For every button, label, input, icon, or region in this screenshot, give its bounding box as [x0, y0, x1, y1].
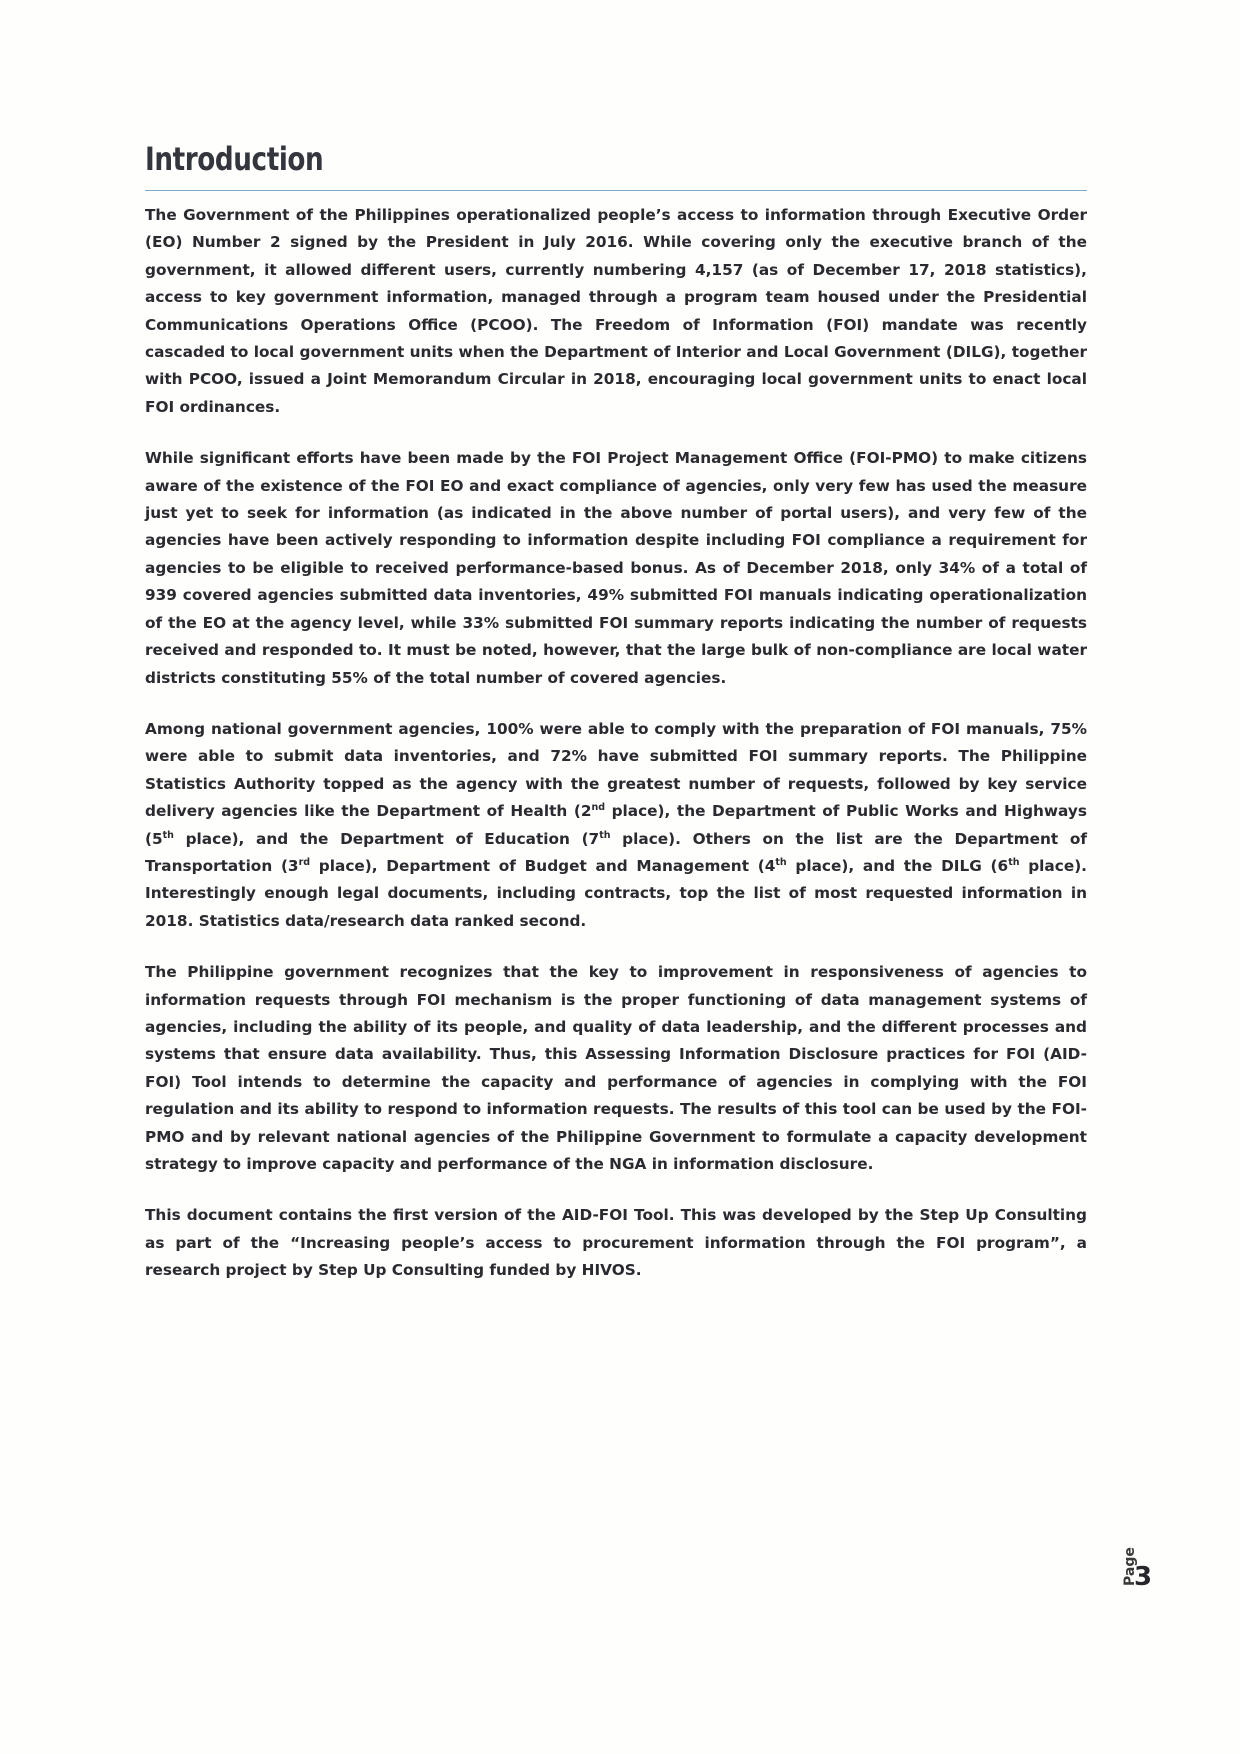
- page-number-digit: 3: [1134, 1562, 1153, 1592]
- page-label: Page: [1122, 1547, 1138, 1586]
- heading-divider: [145, 190, 1087, 191]
- paragraph-3-text: place), the Department of Public Works and Highways (5: [145, 802, 1087, 848]
- paragraph-5: This document contains the first version of the AID-FOI Tool. This was developed by the Step Up Consulting as part of the “Increasing people’s access to procurement information through the FOI program”, a research project by Step Up Consulting funded by HIVOS.: [145, 1206, 1087, 1280]
- ordinal-suffix: th: [162, 829, 174, 841]
- paragraph-2: While significant efforts have been made by the FOI Project Management Office (FOI-PMO) to make citizens aware of the existence of the FOI EO and exact compliance of agencies, only very few has used the measure just yet to seek for information (as indicated in the above number of portal users), and very few of the agencies have been actively responding to information despite including FOI compliance a requirement for agencies to be eligible to received performance-based bonus. As of December 2018, only 34% of a total of 939 covered agencies submitted data inventories, 49% submitted FOI manuals indicating operationalization of the EO at the agency level, while 33% submitted FOI summary reports indicating the number of requests received and responded to. It must be noted, however, that the large bulk of non-compliance are local water districts constituting 55% of the total number of covered agencies.: [145, 449, 1087, 687]
- paragraph-3-text: place). Interestingly enough legal documents, including contracts, top the list of most requested information in 2018. Statistics data/research data ranked second.: [145, 856, 1087, 930]
- ordinal-suffix: rd: [298, 856, 311, 868]
- page-number: [1122, 1538, 1170, 1592]
- body-text: [145, 202, 1087, 1309]
- paragraph-3-text: place). Others on the list are the Department of Transportation (3: [145, 829, 1087, 875]
- paragraph-4: The Philippine government recognizes that the key to improvement in responsiveness of agencies to information requests through FOI mechanism is the proper functioning of data management systems of agencies, including the ability of its people, and quality of data leadership, and the different processes and systems that ensure data availability. Thus, this Assessing Information Disclosure practices for FOI (AID-FOI) Tool intends to determine the capacity and performance of agencies in complying with the FOI regulation and its ability to respond to information requests. The results of this tool can be used by the FOI-PMO and by relevant national agencies of the Philippine Government to formulate a capacity development strategy to improve capacity and performance of the NGA in information disclosure.: [145, 963, 1087, 1173]
- paragraph-3-text: place), and the Department of Education (7: [173, 829, 600, 848]
- paragraph-3-text: place), and the DILG (6: [786, 856, 1009, 875]
- paragraph-3-text: Among national government agencies, 100% were able to comply with the preparation of FOI manuals, 75% were able to submit data inventories, and 72% have submitted FOI summary reports. The Philippine Statistics Authority topped as the agency with the greatest number of requests, followed by key service delivery agencies like the Department of Health (2: [145, 719, 1087, 821]
- ordinal-suffix: th: [1008, 856, 1020, 868]
- paragraph-3: [145, 716, 1087, 935]
- paragraph-3-text: place), Department of Budget and Management (4: [310, 856, 776, 875]
- ordinal-suffix: th: [599, 829, 611, 841]
- paragraph-1: The Government of the Philippines operationalized people’s access to information through Executive Order (EO) Number 2 signed by the President in July 2016. While covering only the executive branch of the government, it allowed different users, currently numbering 4,157 (as of December 17, 2018 statistics), access to key government information, managed through a program team housed under the Presidential Communications Operations Office (PCOO). The Freedom of Information (FOI) mandate was recently cascaded to local government units when the Department of Interior and Local Government (DILG), together with PCOO, issued a Joint Memorandum Circular in 2018, encouraging local government units to enact local FOI ordinances.: [145, 206, 1087, 416]
- section-heading: Introduction: [145, 140, 324, 178]
- ordinal-suffix: nd: [591, 802, 606, 814]
- ordinal-suffix: th: [775, 856, 787, 868]
